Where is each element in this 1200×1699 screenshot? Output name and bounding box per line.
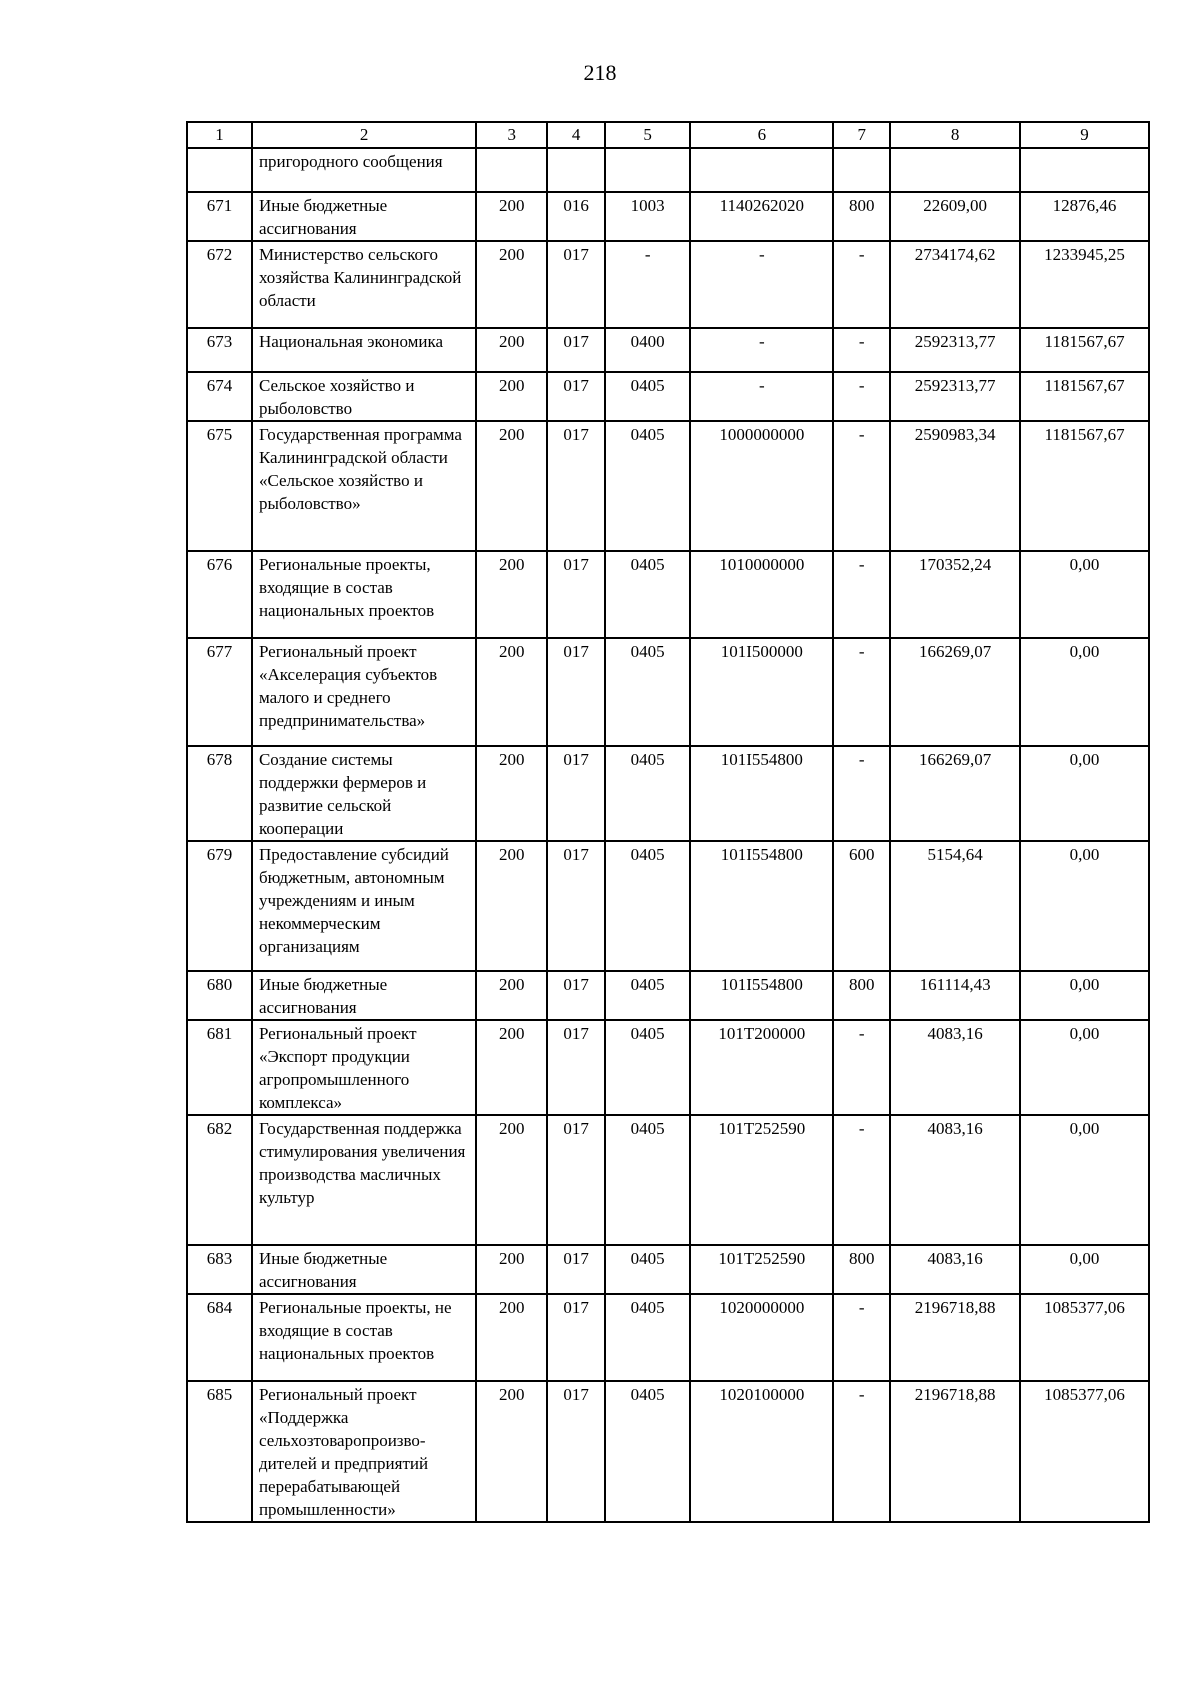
row-number: 681 bbox=[187, 1020, 252, 1115]
column-header-2: 2 bbox=[252, 122, 476, 148]
row-number: 674 bbox=[187, 372, 252, 421]
col-5-section: 0405 bbox=[605, 551, 690, 638]
col-6-target-item: 1010000000 bbox=[690, 551, 833, 638]
row-number: 677 bbox=[187, 638, 252, 746]
row-number: 685 bbox=[187, 1381, 252, 1522]
row-name: Региональный проект «Поддержка сельхозтоваропроизво-дителей и предприятий перерабатывающей промышленности» bbox=[252, 1381, 476, 1522]
col-6-target-item: 1020000000 bbox=[690, 1294, 833, 1381]
col-7-expense-type: - bbox=[833, 1115, 890, 1245]
table-row bbox=[187, 1115, 1149, 1245]
column-header-1: 1 bbox=[187, 122, 252, 148]
column-header-5: 5 bbox=[605, 122, 690, 148]
col-7-expense-type: 600 bbox=[833, 841, 890, 971]
col-5-section: 1003 bbox=[605, 192, 690, 241]
col-4-code: 017 bbox=[547, 1245, 605, 1294]
table-row bbox=[187, 746, 1149, 841]
budget-table bbox=[186, 121, 1150, 1523]
row-name: Государственная программа Калининградской области «Сельское хозяйство и рыболовство» bbox=[252, 421, 476, 551]
column-header-8: 8 bbox=[890, 122, 1020, 148]
table-body bbox=[187, 148, 1149, 1522]
col-6-target-item: 101I500000 bbox=[690, 638, 833, 746]
col-6-target-item: 101I554800 bbox=[690, 746, 833, 841]
col-4-code: 017 bbox=[547, 1294, 605, 1381]
table-row bbox=[187, 551, 1149, 638]
col-6-target-item: 1000000000 bbox=[690, 421, 833, 551]
table-row bbox=[187, 1020, 1149, 1115]
col-3-code: 200 bbox=[476, 328, 547, 372]
col-7-expense-type: - bbox=[833, 638, 890, 746]
col-6-target-item: - bbox=[690, 241, 833, 328]
col-6-target-item: 101I554800 bbox=[690, 971, 833, 1020]
row-number: 684 bbox=[187, 1294, 252, 1381]
col-9-amount bbox=[1020, 148, 1149, 192]
row-name: пригородного сообщения bbox=[252, 148, 476, 192]
col-9-amount: 0,00 bbox=[1020, 1020, 1149, 1115]
col-9-amount: 12876,46 bbox=[1020, 192, 1149, 241]
col-4-code: 017 bbox=[547, 746, 605, 841]
table-row bbox=[187, 328, 1149, 372]
col-8-amount: 2592313,77 bbox=[890, 328, 1020, 372]
row-number: 675 bbox=[187, 421, 252, 551]
col-5-section: 0400 bbox=[605, 328, 690, 372]
column-header-7: 7 bbox=[833, 122, 890, 148]
col-5-section: 0405 bbox=[605, 746, 690, 841]
col-4-code: 017 bbox=[547, 1115, 605, 1245]
col-4-code: 016 bbox=[547, 192, 605, 241]
col-6-target-item: 101T200000 bbox=[690, 1020, 833, 1115]
row-name: Иные бюджетные ассигнования bbox=[252, 192, 476, 241]
col-5-section: 0405 bbox=[605, 421, 690, 551]
col-7-expense-type: - bbox=[833, 241, 890, 328]
col-7-expense-type: - bbox=[833, 421, 890, 551]
col-6-target-item: 1020100000 bbox=[690, 1381, 833, 1522]
col-4-code: 017 bbox=[547, 971, 605, 1020]
table-row bbox=[187, 841, 1149, 971]
row-name: Региональные проекты, входящие в состав национальных проектов bbox=[252, 551, 476, 638]
col-7-expense-type: - bbox=[833, 328, 890, 372]
table-row bbox=[187, 192, 1149, 241]
row-number bbox=[187, 148, 252, 192]
col-5-section: 0405 bbox=[605, 372, 690, 421]
col-6-target-item: - bbox=[690, 328, 833, 372]
col-4-code: 017 bbox=[547, 372, 605, 421]
col-8-amount: 2734174,62 bbox=[890, 241, 1020, 328]
row-number: 683 bbox=[187, 1245, 252, 1294]
table-row bbox=[187, 638, 1149, 746]
col-4-code bbox=[547, 148, 605, 192]
row-name: Региональные проекты, не входящие в состав национальных проектов bbox=[252, 1294, 476, 1381]
col-5-section: - bbox=[605, 241, 690, 328]
col-9-amount: 1181567,67 bbox=[1020, 328, 1149, 372]
column-header-6: 6 bbox=[690, 122, 833, 148]
col-7-expense-type: 800 bbox=[833, 1245, 890, 1294]
col-7-expense-type: - bbox=[833, 1381, 890, 1522]
header-row bbox=[187, 122, 1149, 148]
column-header-9: 9 bbox=[1020, 122, 1149, 148]
col-7-expense-type: - bbox=[833, 372, 890, 421]
col-8-amount: 4083,16 bbox=[890, 1020, 1020, 1115]
col-8-amount bbox=[890, 148, 1020, 192]
col-6-target-item bbox=[690, 148, 833, 192]
col-7-expense-type: 800 bbox=[833, 971, 890, 1020]
row-name: Предоставление субсидий бюджетным, автономным учреждениям и иным некоммерческим организациям bbox=[252, 841, 476, 971]
col-9-amount: 1181567,67 bbox=[1020, 421, 1149, 551]
col-9-amount: 0,00 bbox=[1020, 1245, 1149, 1294]
col-6-target-item: 1140262020 bbox=[690, 192, 833, 241]
col-3-code: 200 bbox=[476, 421, 547, 551]
col-3-code: 200 bbox=[476, 971, 547, 1020]
row-name: Иные бюджетные ассигнования bbox=[252, 1245, 476, 1294]
col-8-amount: 2196718,88 bbox=[890, 1294, 1020, 1381]
col-3-code: 200 bbox=[476, 192, 547, 241]
row-number: 678 bbox=[187, 746, 252, 841]
col-9-amount: 0,00 bbox=[1020, 1115, 1149, 1245]
col-5-section: 0405 bbox=[605, 1115, 690, 1245]
col-7-expense-type: - bbox=[833, 551, 890, 638]
col-7-expense-type: - bbox=[833, 746, 890, 841]
col-3-code: 200 bbox=[476, 1294, 547, 1381]
table-row bbox=[187, 971, 1149, 1020]
col-8-amount: 2196718,88 bbox=[890, 1381, 1020, 1522]
col-9-amount: 0,00 bbox=[1020, 638, 1149, 746]
col-6-target-item: 101T252590 bbox=[690, 1115, 833, 1245]
col-7-expense-type: 800 bbox=[833, 192, 890, 241]
row-number: 672 bbox=[187, 241, 252, 328]
row-number: 680 bbox=[187, 971, 252, 1020]
col-9-amount: 0,00 bbox=[1020, 746, 1149, 841]
col-4-code: 017 bbox=[547, 241, 605, 328]
col-3-code bbox=[476, 148, 547, 192]
col-4-code: 017 bbox=[547, 328, 605, 372]
col-5-section: 0405 bbox=[605, 1020, 690, 1115]
col-3-code: 200 bbox=[476, 1245, 547, 1294]
col-4-code: 017 bbox=[547, 841, 605, 971]
table-row bbox=[187, 1294, 1149, 1381]
column-header-3: 3 bbox=[476, 122, 547, 148]
row-name: Министерство сельского хозяйства Калининградской области bbox=[252, 241, 476, 328]
row-number: 671 bbox=[187, 192, 252, 241]
col-9-amount: 1233945,25 bbox=[1020, 241, 1149, 328]
col-8-amount: 4083,16 bbox=[890, 1245, 1020, 1294]
col-8-amount: 170352,24 bbox=[890, 551, 1020, 638]
row-number: 676 bbox=[187, 551, 252, 638]
row-name: Региональный проект «Экспорт продукции агропромышленного комплекса» bbox=[252, 1020, 476, 1115]
col-7-expense-type bbox=[833, 148, 890, 192]
col-6-target-item: - bbox=[690, 372, 833, 421]
page-number: 218 bbox=[583, 60, 617, 85]
col-8-amount: 161114,43 bbox=[890, 971, 1020, 1020]
col-3-code: 200 bbox=[476, 551, 547, 638]
col-8-amount: 2590983,34 bbox=[890, 421, 1020, 551]
table-row bbox=[187, 421, 1149, 551]
col-9-amount: 0,00 bbox=[1020, 551, 1149, 638]
table-row bbox=[187, 372, 1149, 421]
col-7-expense-type: - bbox=[833, 1020, 890, 1115]
col-5-section: 0405 bbox=[605, 1245, 690, 1294]
table-header bbox=[187, 122, 1149, 148]
col-8-amount: 166269,07 bbox=[890, 746, 1020, 841]
table-row bbox=[187, 1245, 1149, 1294]
col-5-section: 0405 bbox=[605, 1294, 690, 1381]
col-3-code: 200 bbox=[476, 241, 547, 328]
col-4-code: 017 bbox=[547, 1381, 605, 1522]
table-row bbox=[187, 241, 1149, 328]
col-9-amount: 1085377,06 bbox=[1020, 1294, 1149, 1381]
row-number: 679 bbox=[187, 841, 252, 971]
col-3-code: 200 bbox=[476, 638, 547, 746]
table-row bbox=[187, 148, 1149, 192]
col-3-code: 200 bbox=[476, 1381, 547, 1522]
row-name: Создание системы поддержки фермеров и развитие сельской кооперации bbox=[252, 746, 476, 841]
row-name: Сельское хозяйство и рыболовство bbox=[252, 372, 476, 421]
col-9-amount: 0,00 bbox=[1020, 841, 1149, 971]
col-8-amount: 5154,64 bbox=[890, 841, 1020, 971]
col-3-code: 200 bbox=[476, 841, 547, 971]
col-5-section: 0405 bbox=[605, 1381, 690, 1522]
col-5-section: 0405 bbox=[605, 971, 690, 1020]
col-4-code: 017 bbox=[547, 638, 605, 746]
row-name: Региональный проект «Акселерация субъектов малого и среднего предпринимательства» bbox=[252, 638, 476, 746]
col-6-target-item: 101T252590 bbox=[690, 1245, 833, 1294]
table-row bbox=[187, 1381, 1149, 1522]
col-4-code: 017 bbox=[547, 1020, 605, 1115]
col-9-amount: 1085377,06 bbox=[1020, 1381, 1149, 1522]
col-8-amount: 2592313,77 bbox=[890, 372, 1020, 421]
row-name: Иные бюджетные ассигнования bbox=[252, 971, 476, 1020]
col-3-code: 200 bbox=[476, 372, 547, 421]
col-4-code: 017 bbox=[547, 551, 605, 638]
col-5-section: 0405 bbox=[605, 638, 690, 746]
col-3-code: 200 bbox=[476, 1020, 547, 1115]
column-header-4: 4 bbox=[547, 122, 605, 148]
col-9-amount: 1181567,67 bbox=[1020, 372, 1149, 421]
col-5-section: 0405 bbox=[605, 841, 690, 971]
row-number: 673 bbox=[187, 328, 252, 372]
col-7-expense-type: - bbox=[833, 1294, 890, 1381]
col-6-target-item: 101I554800 bbox=[690, 841, 833, 971]
row-number: 682 bbox=[187, 1115, 252, 1245]
col-8-amount: 22609,00 bbox=[890, 192, 1020, 241]
col-8-amount: 4083,16 bbox=[890, 1115, 1020, 1245]
col-3-code: 200 bbox=[476, 1115, 547, 1245]
col-4-code: 017 bbox=[547, 421, 605, 551]
col-8-amount: 166269,07 bbox=[890, 638, 1020, 746]
col-5-section bbox=[605, 148, 690, 192]
row-name: Национальная экономика bbox=[252, 328, 476, 372]
row-name: Государственная поддержка стимулирования увеличения производства масличных культур bbox=[252, 1115, 476, 1245]
col-9-amount: 0,00 bbox=[1020, 971, 1149, 1020]
col-3-code: 200 bbox=[476, 746, 547, 841]
